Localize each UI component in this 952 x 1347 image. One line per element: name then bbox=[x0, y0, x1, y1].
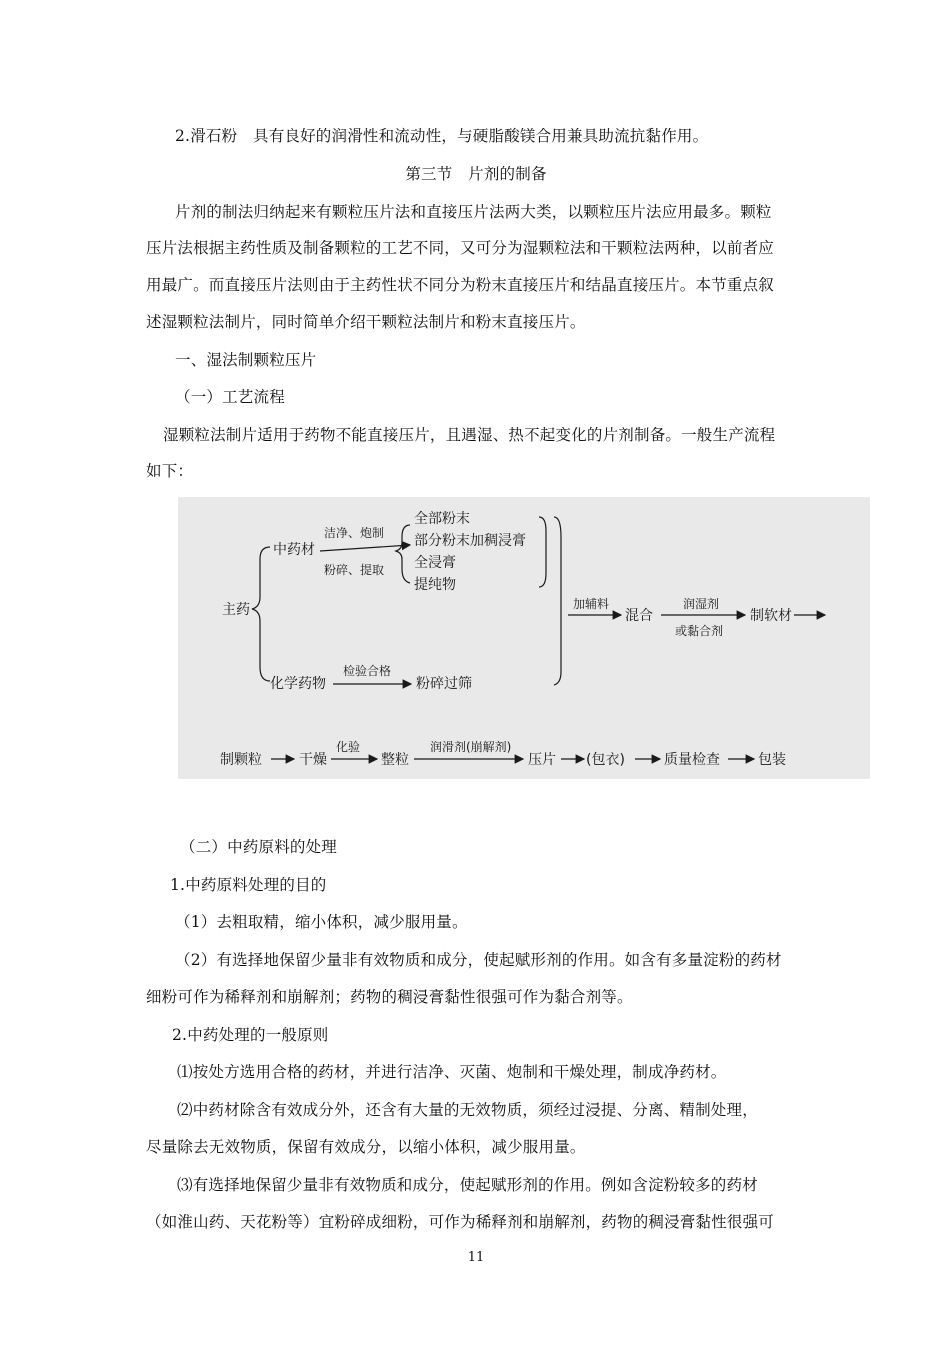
text-line: 如下： bbox=[146, 462, 194, 480]
text-line: 2.滑石粉 具有良好的润滑性和流动性，与硬脂酸镁合用兼具助流抗黏作用。 bbox=[175, 127, 709, 145]
text-line: 述湿颗粒法制片，同时简单介绍干颗粒法制片和粉末直接压片。 bbox=[146, 313, 586, 331]
node-baoyi: (包衣) bbox=[586, 752, 625, 768]
text-line: 用最广。而直接压片法则由于主药性状不同分为粉末直接压片和结晶直接压片。本节重点叙 bbox=[146, 276, 775, 294]
heading: 一、湿法制颗粒压片 bbox=[175, 351, 317, 369]
node-zhiliang: 质量检查 bbox=[664, 752, 720, 768]
brace-herb bbox=[396, 525, 410, 583]
arrow-clean-process bbox=[320, 545, 410, 551]
node-quanbu-fenmo: 全部粉末 bbox=[414, 511, 470, 527]
heading: 1.中药原料处理的目的 bbox=[170, 876, 327, 894]
text-line: 片剂的制法归纳起来有颗粒压片法和直接压片法两大类，以颗粒压片法应用最多。颗粒 bbox=[175, 203, 772, 221]
label-runshiji: 润湿剂 bbox=[683, 597, 720, 611]
node-zhi-keli: 制颗粒 bbox=[220, 752, 262, 768]
node-zhi-ruancai: 制软材 bbox=[750, 608, 792, 624]
node-baozhuang: 包装 bbox=[758, 752, 786, 768]
label-huayan: 化验 bbox=[336, 740, 361, 754]
text-line: ⑶有选择地保留少量非有效物质和成分，使起赋形剂的作用。例如含淀粉较多的药材 bbox=[177, 1176, 758, 1194]
label-runhuaji: 润滑剂(崩解剂) bbox=[430, 740, 512, 754]
page-number: 11 bbox=[467, 1250, 485, 1265]
process-flow-diagram bbox=[178, 497, 870, 779]
text-line: （1）去粗取精，缩小体积，减少服用量。 bbox=[175, 913, 468, 931]
heading: （一）工艺流程 bbox=[175, 388, 285, 406]
node-zhongyaocai: 中药材 bbox=[273, 542, 315, 558]
node-ganzao: 干燥 bbox=[299, 752, 327, 768]
node-fensui-guoshai: 粉碎过筛 bbox=[416, 676, 472, 692]
text-line: ⑴按处方选用合格的药材，并进行洁净、灭菌、炮制和干燥处理，制成净药材。 bbox=[177, 1063, 727, 1081]
brace-right-upper bbox=[539, 517, 546, 587]
text-line: ⑵中药材除含有效成分外，还含有大量的无效物质，须经过浸提、分离、精制处理， bbox=[177, 1101, 758, 1119]
heading: 2.中药处理的一般原则 bbox=[172, 1026, 329, 1044]
text-line: 湿颗粒法制片适用于药物不能直接压片，且遇湿、热不起变化的片剂制备。一般生产流程 bbox=[163, 426, 776, 444]
section-title: 第三节 片剂的制备 bbox=[405, 165, 547, 183]
heading: （二）中药原料的处理 bbox=[180, 838, 338, 856]
label-jia-fuliao: 加辅料 bbox=[573, 597, 610, 611]
label-jianyan: 检验合格 bbox=[343, 664, 392, 678]
node-huaxueyaowu: 化学药物 bbox=[270, 676, 326, 692]
text-line: 压片法根据主药性质及制备颗粒的工艺不同，又可分为湿颗粒法和干颗粒法两种，以前者应 bbox=[146, 239, 775, 257]
text-line: （2）有选择地保留少量非有效物质和成分，使起赋形剂的作用。如含有多量淀粉的药材 bbox=[175, 951, 782, 969]
text-line: （如淮山药、天花粉等）宜粉碎成细粉，可作为稀释剂和崩解剂，药物的稠浸膏黏性很强可 bbox=[146, 1213, 775, 1231]
text-line: 尽量除去无效物质，保留有效成分，以缩小体积，减少服用量。 bbox=[146, 1138, 586, 1156]
brace-right-big bbox=[554, 517, 561, 685]
node-hunhe: 混合 bbox=[625, 608, 653, 624]
node-tichunwu: 提纯物 bbox=[414, 577, 456, 593]
node-bufen-fenmo: 部分粉末加稠浸膏 bbox=[414, 533, 526, 549]
node-yapian: 压片 bbox=[528, 752, 556, 768]
label-jiejing: 洁净、炮制 bbox=[324, 526, 385, 540]
label-fensui-tiqu: 粉碎、提取 bbox=[324, 563, 385, 577]
process-flow-figure bbox=[178, 497, 870, 779]
brace-main bbox=[252, 547, 270, 681]
node-zhengli: 整粒 bbox=[381, 752, 409, 768]
label-niangheji: 或黏合剂 bbox=[675, 624, 724, 638]
text-line: 细粉可作为稀释剂和崩解剂；药物的稠浸膏黏性很强可作为黏合剂等。 bbox=[146, 988, 633, 1006]
node-zhuyao: 主药 bbox=[222, 602, 250, 618]
node-quan-jingao: 全浸膏 bbox=[414, 555, 456, 571]
